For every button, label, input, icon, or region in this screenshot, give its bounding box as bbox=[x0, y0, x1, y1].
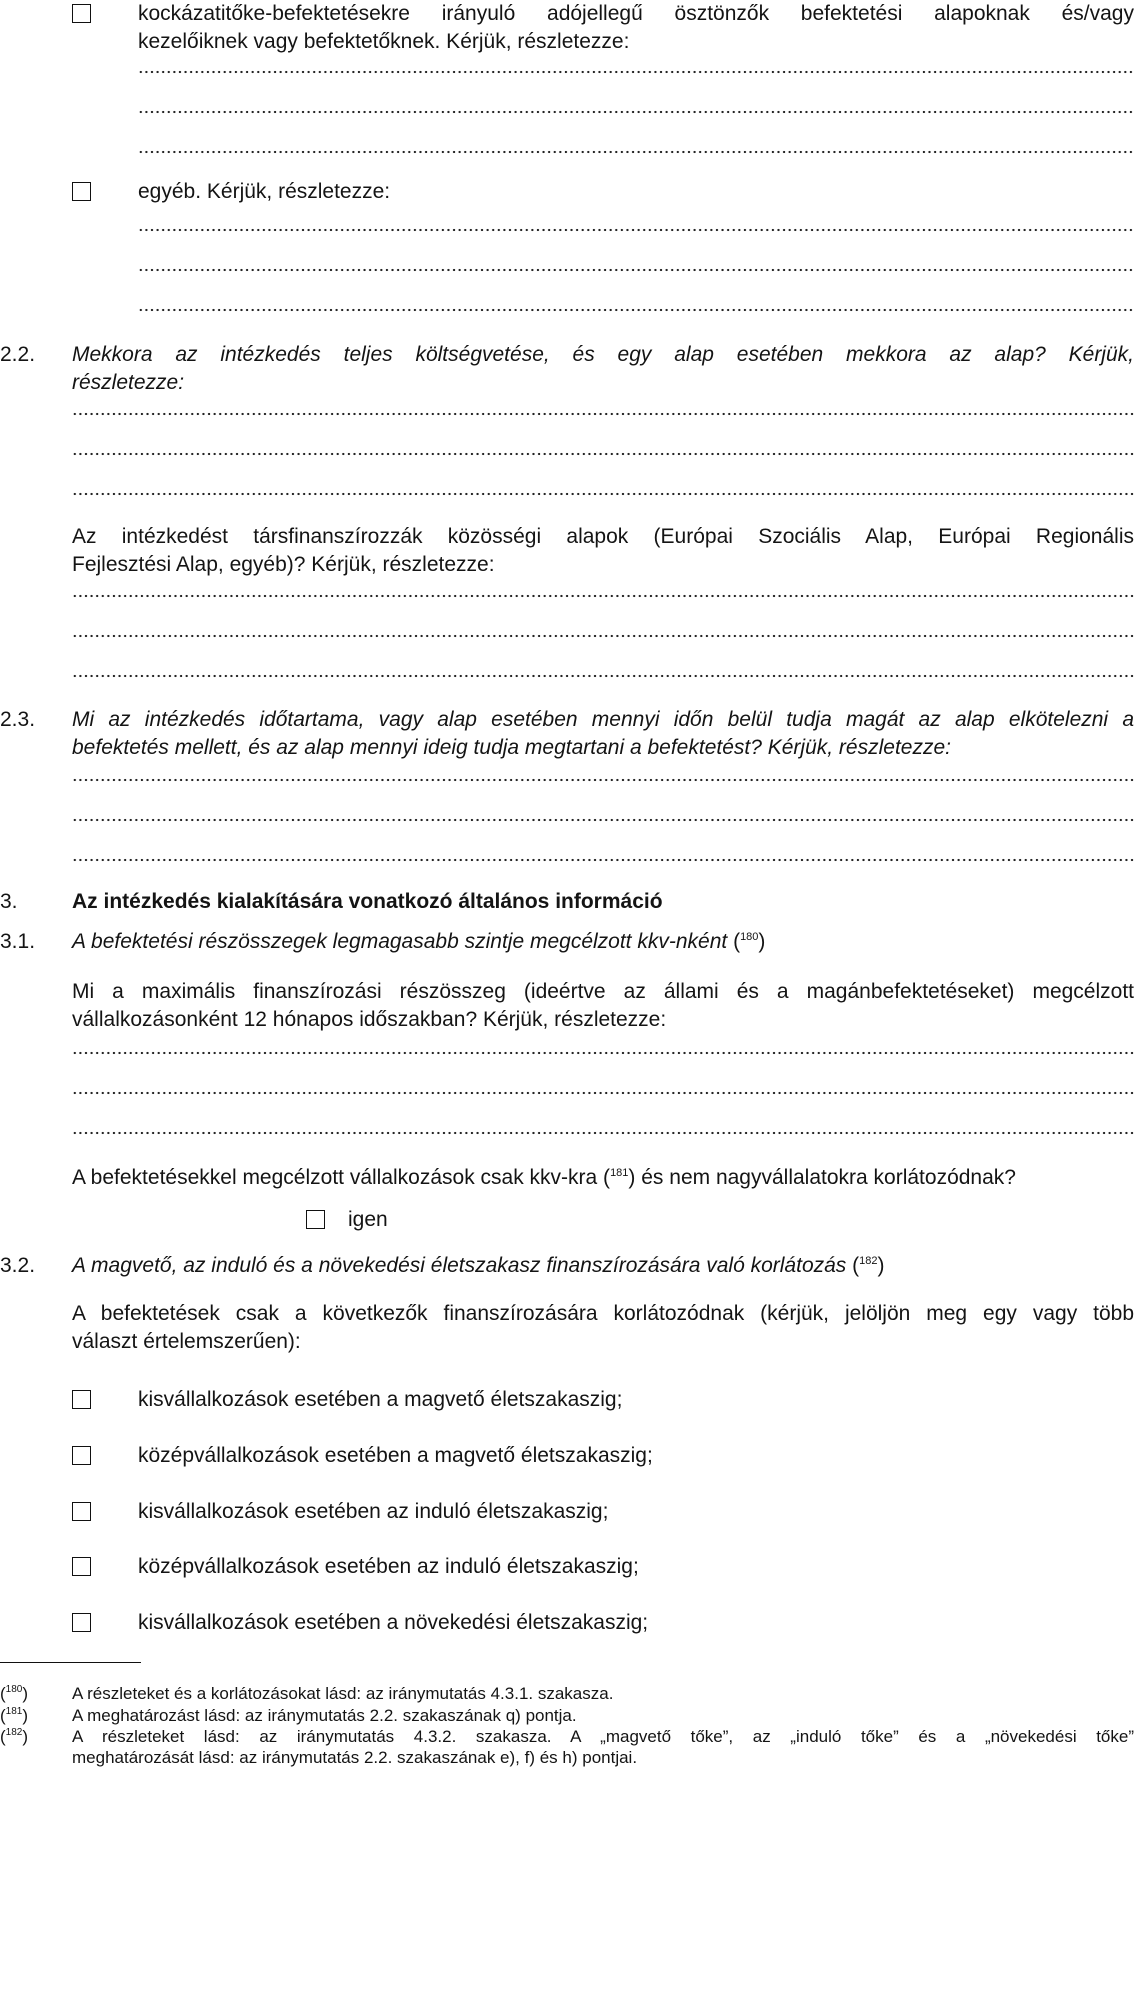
checkbox-option[interactable] bbox=[72, 1613, 91, 1632]
checkbox-option[interactable] bbox=[72, 1557, 91, 1576]
answer-line[interactable] bbox=[72, 1091, 1134, 1095]
checkbox-yes[interactable] bbox=[306, 1210, 325, 1229]
answer-line[interactable] bbox=[138, 110, 1134, 114]
risk-capital-incentives-text-2: kezelőiknek vagy befektetőknek. Kérjük, részletezze: bbox=[138, 30, 630, 53]
footnote-separator bbox=[0, 1662, 141, 1663]
footnote-text-2: meghatározását lásd: az iránymutatás 2.2. szakaszának e), f) és h) pontjai. bbox=[72, 1748, 638, 1767]
answer-line[interactable] bbox=[72, 634, 1134, 638]
question-duration: Mi az intézkedés időtartama, vagy alap esetében mennyi időn belül tudja magát az alap elkötelezni a bbox=[72, 708, 1134, 731]
footnote-ref-number: 181 bbox=[610, 1167, 629, 1179]
footnote-text: A részleteket lásd: az iránymutatás 4.3.2. szakasza. A „magvető tőke”, az „induló tőke” és a „növekedési tőke” bbox=[72, 1727, 1134, 1746]
footnote-text: A részleteket és a korlátozásokat lásd: az iránymutatás 4.3.1. szakasza. bbox=[72, 1684, 614, 1703]
question-max-tranche-2: vállalkozásonként 12 hónapos időszakban? Kérjük, részletezze: bbox=[72, 1008, 667, 1031]
answer-line[interactable] bbox=[72, 818, 1134, 822]
question-cofinancing-2: Fejlesztési Alap, egyéb)? Kérjük, részletezze: bbox=[72, 553, 495, 576]
yes-label: igen bbox=[348, 1208, 388, 1231]
section-title-3-1-text: A befektetési részösszegek legmagasabb szintje megcélzott kkv-nként bbox=[72, 930, 728, 953]
answer-line[interactable] bbox=[138, 70, 1134, 74]
answer-line[interactable] bbox=[138, 150, 1134, 154]
answer-line[interactable] bbox=[138, 228, 1134, 232]
question-sme-only bbox=[72, 1164, 1016, 1192]
question-stage-limits-2: választ értelemszerűen): bbox=[72, 1330, 301, 1353]
section-title-3: Az intézkedés kialakítására vonatkozó általános információ bbox=[72, 890, 663, 913]
checkbox-option[interactable] bbox=[72, 1502, 91, 1521]
option-label: középvállalkozások esetében a magvető életszakaszig; bbox=[138, 1444, 653, 1467]
question-stage-limits: A befektetések csak a következők finanszírozására korlátozódnak (kérjük, jelöljön meg egy vagy több bbox=[72, 1302, 1134, 1325]
option-label: kisvállalkozások esetében az induló életszakaszig; bbox=[138, 1500, 609, 1523]
answer-line[interactable] bbox=[72, 1131, 1134, 1135]
checkbox-other[interactable] bbox=[72, 182, 91, 201]
option-label: kisvállalkozások esetében a magvető életszakaszig; bbox=[138, 1388, 623, 1411]
footnote-mark: ($^{182}$) bbox=[0, 1727, 29, 1746]
checkbox-risk-capital-incentives[interactable] bbox=[72, 4, 91, 23]
option-label: középvállalkozások esetében az induló életszakaszig; bbox=[138, 1555, 639, 1578]
footnote-text: A meghatározást lásd: az iránymutatás 2.2. szakaszának q) pontja. bbox=[72, 1706, 577, 1725]
footnote-mark: ($^{180}$) bbox=[0, 1684, 29, 1703]
question-duration-2: befektetés mellett, és az alap mennyi ideig tudja megtartani a befektetést? Kérjük, részletezze: bbox=[72, 736, 951, 759]
footnote-ref-number: 182 bbox=[859, 1255, 878, 1267]
section-number-2-2: 2.2. bbox=[0, 343, 36, 366]
footnote-mark: ($^{181}$) bbox=[0, 1706, 29, 1725]
answer-line[interactable] bbox=[72, 778, 1134, 782]
option-label: kisvállalkozások esetében a növekedési életszakaszig; bbox=[138, 1611, 649, 1634]
checkbox-option[interactable] bbox=[72, 1446, 91, 1465]
question-max-tranche: Mi a maximális finanszírozási részösszeg (ideértve az állami és a magánbefektetéseket) megcélzott bbox=[72, 980, 1134, 1003]
section-number-2-3: 2.3. bbox=[0, 708, 36, 731]
section-title-3-2-text: A magvető, az induló és a növekedési életszakasz finanszírozására való korlátozás bbox=[72, 1254, 847, 1277]
footnote-ref-number: 180 bbox=[740, 931, 759, 943]
section-title-3-2 bbox=[72, 1252, 885, 1280]
question-sme-only-text-2: ) és nem nagyvállalatokra korlátozódnak? bbox=[628, 1166, 1016, 1189]
section-number-3: 3. bbox=[0, 890, 18, 913]
answer-line[interactable] bbox=[72, 594, 1134, 598]
footnote-ref: ($^{182}$) bbox=[852, 1254, 885, 1277]
answer-line[interactable] bbox=[138, 268, 1134, 272]
answer-line[interactable] bbox=[72, 492, 1134, 496]
other-label: egyéb. Kérjük, részletezze: bbox=[138, 180, 391, 203]
checkbox-option[interactable] bbox=[72, 1390, 91, 1409]
section-number-3-1: 3.1. bbox=[0, 930, 36, 953]
question-sme-only-text: A befektetésekkel megcélzott vállalkozások csak kkv-kra ( bbox=[72, 1166, 611, 1189]
answer-line[interactable] bbox=[72, 858, 1134, 862]
answer-line[interactable] bbox=[72, 452, 1134, 456]
answer-line[interactable] bbox=[72, 674, 1134, 678]
answer-line[interactable] bbox=[72, 412, 1134, 416]
answer-line[interactable] bbox=[138, 308, 1134, 312]
question-budget-2: részletezze: bbox=[72, 371, 185, 394]
section-title-3-1 bbox=[72, 928, 765, 956]
answer-line[interactable] bbox=[72, 1051, 1134, 1055]
footnote-ref: ($^{180}$) bbox=[733, 930, 766, 953]
section-number-3-2: 3.2. bbox=[0, 1254, 36, 1277]
risk-capital-incentives-text: kockázatitőke-befektetésekre irányuló adójellegű ösztönzők befektetési alapoknak és/vagy bbox=[138, 2, 1134, 25]
question-cofinancing: Az intézkedést társfinanszírozzák közösségi alapok (Európai Szociális Alap, Európai Regionális bbox=[72, 525, 1134, 548]
question-budget: Mekkora az intézkedés teljes költségvetése, és egy alap esetében mekkora az alap? Kérjük, bbox=[72, 343, 1134, 366]
